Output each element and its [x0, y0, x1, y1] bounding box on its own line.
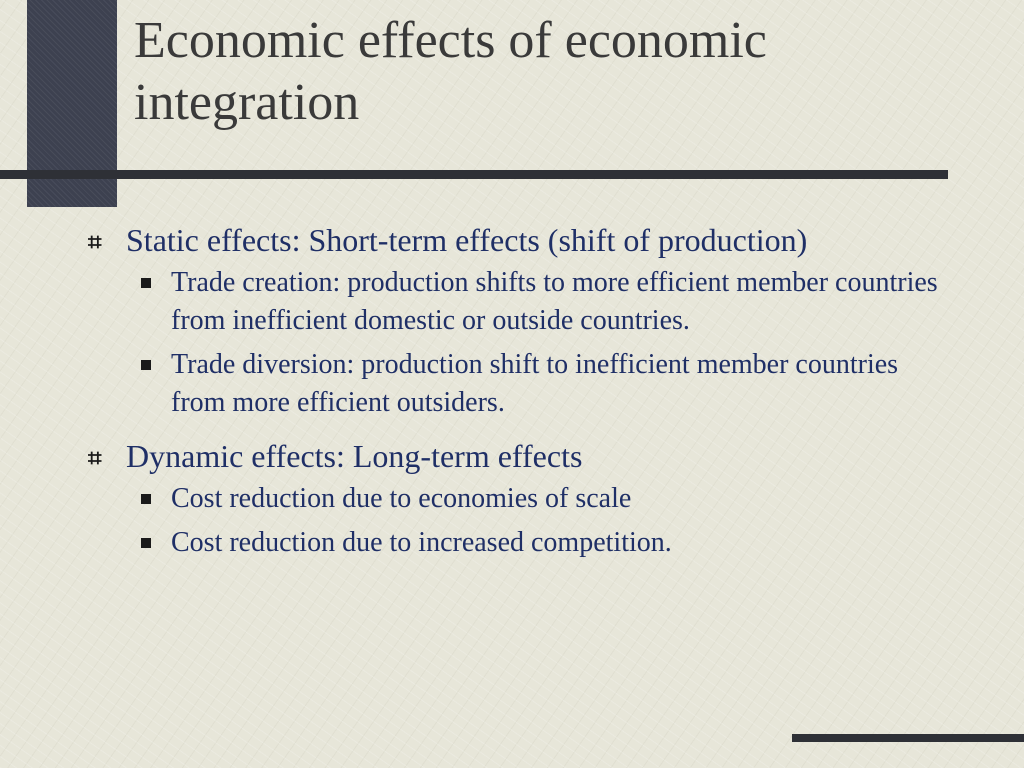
sub-bullet-text: Trade creation: production shifts to more efficient member countries from inefficient domestic or outside countries. [171, 267, 938, 336]
bullet-text: Static effects: Short-term effects (shift of production) [126, 222, 808, 258]
slide-body [88, 220, 938, 568]
square-bullet-icon [141, 360, 151, 370]
slide-title: Economic effects of economic integration [134, 12, 767, 131]
square-bullet-icon [141, 494, 151, 504]
square-bullet-icon [141, 278, 151, 288]
sub-bullet-text: Cost reduction due to economies of scale [171, 483, 632, 514]
sub-bullet-trade-diversion [88, 346, 938, 422]
sub-bullet-trade-creation [88, 264, 938, 340]
sub-bullet-text: Trade diversion: production shift to inefficient member countries from more efficient outsiders. [171, 349, 899, 418]
sub-bullet-increased-competition [88, 524, 938, 562]
bullet-static-effects [88, 220, 938, 260]
footer-rule [792, 734, 1024, 742]
hash-bullet-icon: ⌗ [88, 444, 102, 472]
square-bullet-icon [141, 538, 151, 548]
bullet-dynamic-effects [88, 436, 938, 476]
bullet-text: Dynamic effects: Long-term effects [126, 438, 583, 474]
sub-bullet-economies-of-scale [88, 480, 938, 518]
sub-bullet-text: Cost reduction due to increased competition. [171, 527, 672, 558]
hash-bullet-icon: ⌗ [88, 228, 102, 256]
title-underline-rule [0, 170, 948, 179]
